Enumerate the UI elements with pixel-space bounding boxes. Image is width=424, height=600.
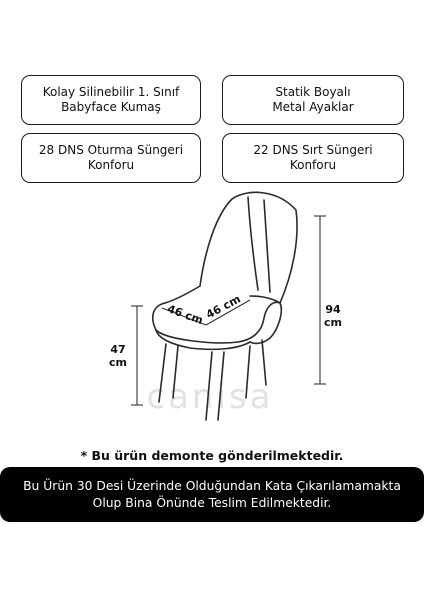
- seat-depth-label: 46 cm: [165, 302, 205, 328]
- feature-text: Konforu: [87, 158, 135, 172]
- feature-text: Statik Boyalı: [275, 85, 351, 99]
- feature-text: 22 DNS Sırt Süngeri: [253, 143, 373, 157]
- seat-height-dimension-line: [131, 306, 143, 405]
- height-dimension-line: [314, 216, 326, 384]
- seat-height-unit: cm: [109, 356, 127, 369]
- disassembled-note: * Bu ürün demonte gönderilmektedir.: [80, 448, 344, 463]
- banner-line: Olup Bina Önünde Teslim Edilmektedir.: [92, 495, 332, 510]
- seat-width-label: 46 cm: [203, 292, 243, 322]
- total-height-unit: cm: [324, 316, 342, 329]
- total-height-value: 94: [325, 303, 341, 316]
- feature-text: Babyface Kumaş: [61, 100, 161, 114]
- delivery-banner: [0, 467, 424, 522]
- banner-line: Bu Ürün 30 Desi Üzerinde Olduğundan Kata Çıkarılamamakta: [23, 478, 401, 493]
- seat-height-value: 47: [110, 343, 126, 356]
- watermark-text: canisa: [146, 377, 274, 417]
- feature-text: Kolay Silinebilir 1. Sınıf: [42, 85, 180, 99]
- feature-text: 28 DNS Oturma Süngeri: [38, 143, 184, 157]
- feature-text: Metal Ayaklar: [272, 100, 354, 114]
- feature-text: Konforu: [289, 158, 337, 172]
